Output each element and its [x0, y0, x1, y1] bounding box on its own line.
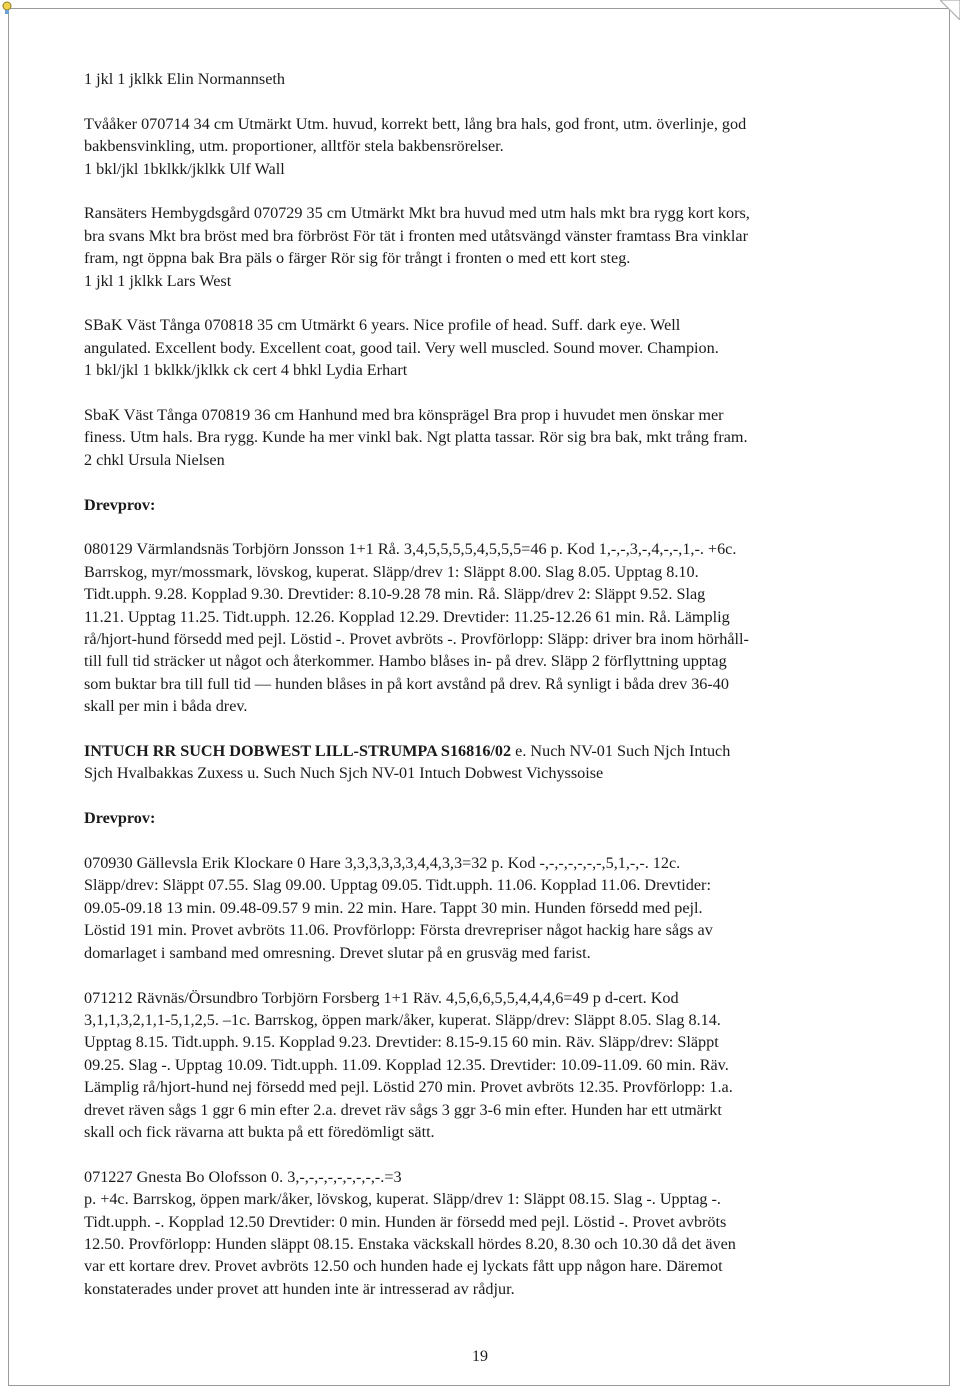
text-line: var ett kortare drev. Provet avbröts 12.50 och hunden hade ej lyckats fått upp någon hare. Däremot — [84, 1257, 723, 1276]
text-line: 1 bkl/jkl 1 bklkk/jklkk ck cert 4 bhkl Lydia Erhart — [84, 361, 408, 380]
text-line: 2 chkl Ursula Nielsen — [84, 450, 225, 469]
text-line: Upptag 8.15. Tidt.upph. 9.15. Kopplad 9.23. Drevtider: 8.15-9.15 60 min. Räv. Släpp/drev: Släppt — [84, 1033, 719, 1052]
paragraph-gap — [84, 90, 884, 112]
text-line: 3,1,1,3,2,1,1-5,1,2,5. –1c. Barrskog, öppen mark/åker, kuperat. Släpp/drev: Släppt 8.05. Slag 8.14. — [84, 1010, 721, 1029]
text-line: konstaterades under provet att hunden inte är intresserad av rådjur. — [84, 1279, 515, 1298]
dog-parentage-line: Sjch Hvalbakkas Zuxess u. Such Nuch Sjch NV-01 Intuch Dobwest Vichyssoise — [84, 764, 604, 783]
page-fold-icon — [940, 0, 960, 20]
text-line: 080129 Värmlandsnäs Torbjörn Jonsson 1+1 Rå. 3,4,5,5,5,5,4,5,5,5=46 p. Kod 1,-,-,3,-,4,-,-,1,-. +6c. — [84, 540, 737, 559]
text-line: 070930 Gällevsla Erik Klockare 0 Hare 3,3,3,3,3,3,4,4,3,3=32 p. Kod -,-,-,-,-,-,-,5,1,-,-. 12c. — [84, 854, 681, 873]
paragraph-gap — [84, 830, 884, 852]
text-line: Barrskog, myr/mossmark, lövskog, kuperat. Släpp/drev 1: Släppt 8.00. Slag 8.05. Upptag 8.10. — [84, 562, 699, 581]
text-line: bra svans Mkt bra bröst med bra förbröst För tät i fronten med utåtsvängd vänster framtass Bra vinklar — [84, 226, 748, 245]
paragraph-gap — [84, 516, 884, 538]
text-line: fram, ngt öppna bak Bra päls o färger Rör sig för trångt i fronten o med ett kort steg. — [84, 249, 631, 268]
text-line: domarlaget i samband med omresning. Drevet slutar på en grusväg med farist. — [84, 943, 591, 962]
text-line: drevet räven sågs 1 ggr 6 min efter 2.a. drevet räv sågs 3 ggr 3-6 min efter. Hunden har ett utmärkt — [84, 1100, 722, 1119]
dog-entry-line — [84, 740, 884, 762]
paragraph-gap — [84, 471, 884, 493]
text-line: Löstid 191 min. Provet avbröts 11.06. Provförlopp: Första drevrepriser något hackig hare sågs av — [84, 921, 713, 940]
dog-title: INTUCH RR SUCH DOBWEST LILL-STRUMPA S16816/02 — [84, 742, 512, 761]
text-line: finess. Utm hals. Bra rygg. Kunde ha mer vinkl bak. Ngt platta tassar. Rör sig bra bak, mkt trång fram. — [84, 428, 748, 447]
text-line: 12.50. Provförlopp: Hunden släppt 08.15. Enstaka väckskall hördes 8.20, 8.30 och 10.30 då det även — [84, 1234, 736, 1253]
text-line: Lämplig rå/hjort-hund nej försedd med pejl. Löstid 270 min. Provet avbröts 12.35. Provförlopp: 1.a. — [84, 1078, 733, 1097]
text-line: 09.25. Slag -. Upptag 10.09. Tidt.upph. 11.09. Kopplad 12.35. Drevtider: 10.09-11.09. 60 min. Räv. — [84, 1055, 729, 1074]
text-line: 071212 Rävnäs/Örsundbro Torbjörn Forsberg 1+1 Räv. 4,5,6,6,5,5,4,4,4,6=49 p d-cert. Kod — [84, 988, 679, 1007]
text-line: 071227 Gnesta Bo Olofsson 0. 3,-,-,-,-,-,-,-,-,-.=3 — [84, 1167, 402, 1186]
section-heading: Drevprov: — [84, 809, 156, 828]
text-line: Tidt.upph. -. Kopplad 12.50 Drevtider: 0 min. Hunden är försedd med pejl. Löstid -. Provet avbröts — [84, 1212, 727, 1231]
dog-parentage: e. Nuch NV-01 Such Njch Intuch — [511, 742, 731, 761]
page-number: 19 — [472, 1348, 488, 1365]
paragraph-gap — [84, 964, 884, 986]
paragraph-gap — [84, 718, 884, 740]
text-line: skall per min i båda drev. — [84, 697, 248, 716]
text-line: Tidt.upph. 9.28. Kopplad 9.30. Drevtider: 8.10-9.28 78 min. Rå. Släpp/drev 2: Släppt 9.52. Slag — [84, 585, 706, 604]
text-line: 1 jkl 1 jklkk Lars West — [84, 271, 232, 290]
paragraph-gap — [84, 292, 884, 314]
text-line: Ransäters Hembygdsgård 070729 35 cm Utmärkt Mkt bra huvud med utm hals mkt bra rygg kort kors, — [84, 204, 750, 223]
section-heading: Drevprov: — [84, 495, 156, 514]
document-body — [84, 68, 884, 1300]
paragraph-gap — [84, 180, 884, 202]
text-line: p. +4c. Barrskog, öppen mark/åker, lövskog, kuperat. Släpp/drev 1: Släppt 08.15. Slag -. Upptag -. — [84, 1190, 721, 1209]
text-line: 11.21. Upptag 11.25. Tidt.upph. 12.26. Kopplad 12.29. Drevtider: 11.25-12.26 61 min. Rå. Lämplig — [84, 607, 730, 626]
text-line: skall och fick rävarna att bukta på ett föredömligt sätt. — [84, 1122, 435, 1141]
pdf-marker-icon — [0, 0, 16, 16]
text-line: angulated. Excellent body. Excellent coat, good tail. Very well muscled. Sound mover. Champion. — [84, 338, 719, 357]
paragraph-gap — [84, 785, 884, 807]
text-line: SbaK Väst Tånga 070819 36 cm Hanhund med bra könsprägel Bra prop i huvudet men önskar mer — [84, 406, 724, 425]
text-line: SBaK Väst Tånga 070818 35 cm Utmärkt 6 years. Nice profile of head. Suff. dark eye. Well — [84, 316, 681, 335]
paragraph-gap — [84, 382, 884, 404]
text-line: 1 bkl/jkl 1bklkk/jklkk Ulf Wall — [84, 159, 285, 178]
text-line: bakbensvinkling, utm. proportioner, alltför stela bakbensrörelser. — [84, 137, 504, 156]
text-line: 09.05-09.18 13 min. 09.48-09.57 9 min. 22 min. Hare. Tappt 30 min. Hunden försedd med pejl. — [84, 898, 703, 917]
text-line: som buktar bra till full tid — hunden blåses in på kort avstånd på drev. Rå synligt i båda drev 36-40 — [84, 674, 729, 693]
text-line: till full tid sträcker ut något och återkommer. Hambo blåses in- på drev. Släpp 2 förflyttning upptag — [84, 652, 727, 671]
paragraph-gap — [84, 1143, 884, 1165]
text-line: rå/hjort-hund försedd med pejl. Löstid -. Provet avbröts -. Provförlopp: Släpp: driver bra inom hörhåll- — [84, 630, 749, 649]
text-line: Släpp/drev: Släppt 07.55. Slag 09.00. Upptag 09.05. Tidt.upph. 11.06. Kopplad 11.06. Drevtider: — [84, 876, 711, 895]
text-line: Tvååker 070714 34 cm Utmärkt Utm. huvud, korrekt bett, lång bra hals, god front, utm. överlinje, god — [84, 114, 747, 133]
text-line: 1 jkl 1 jklkk Elin Normannseth — [84, 70, 285, 88]
